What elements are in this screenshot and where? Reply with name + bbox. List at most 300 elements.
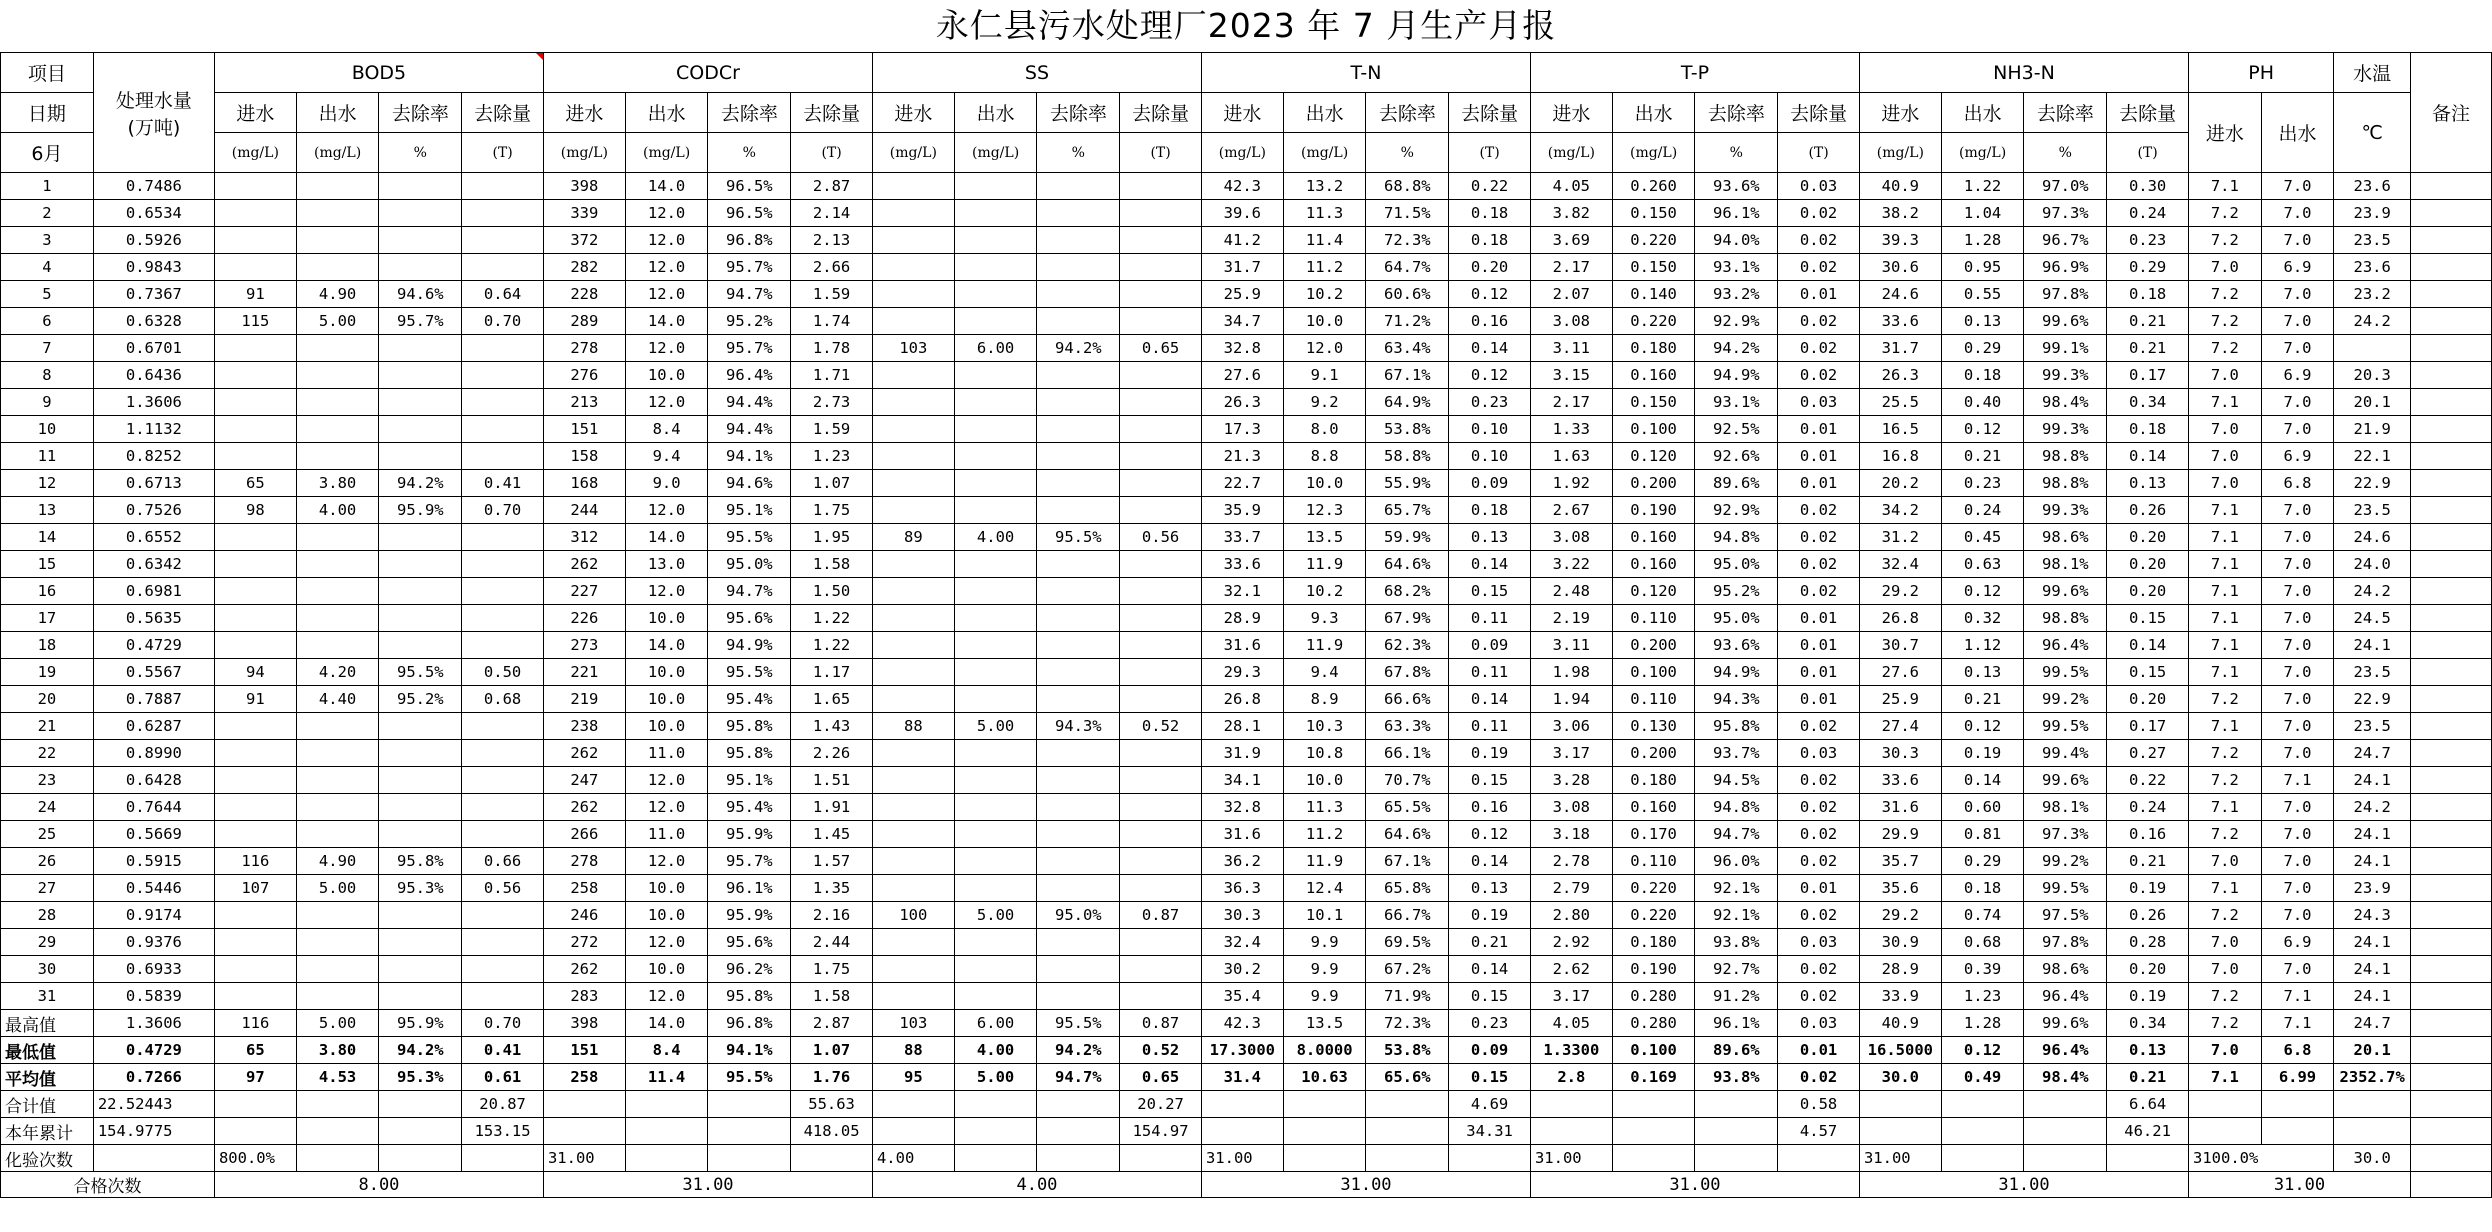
table-cell: 1.91 [791,794,873,821]
table-cell [379,605,462,632]
table-cell [872,200,954,227]
summary-flow: 154.9775 [93,1118,214,1145]
table-cell: 2.78 [1530,848,1612,875]
table-cell: 7.1 [2189,794,2262,821]
table-cell [1120,740,1202,767]
table-cell: 12.0 [625,929,708,956]
table-cell [954,794,1037,821]
table-cell: 94.3% [1037,713,1120,740]
table-cell [1941,1145,2024,1172]
table-cell [954,956,1037,983]
table-cell: 0.14 [1449,956,1531,983]
table-cell: 22.9 [2334,470,2411,497]
table-cell: 100 [872,902,954,929]
table-cell: 35.9 [1201,497,1283,524]
table-cell: 7.0 [2261,686,2334,713]
table-cell: 3.06 [1530,713,1612,740]
table-cell: 16.8 [1859,443,1941,470]
table-cell [296,1091,379,1118]
table-cell: 94.0% [1695,227,1778,254]
table-cell: 4.05 [1530,173,1612,200]
sub-header-label: 出水 [954,93,1037,133]
table-cell: 0.14 [2107,632,2189,659]
table-cell: 23.6 [2334,173,2411,200]
table-cell: 24.1 [2334,821,2411,848]
table-cell: 0.01 [1778,281,1860,308]
table-cell [296,767,379,794]
table-cell [1941,1118,2024,1145]
table-cell: 28.1 [1201,713,1283,740]
table-cell: 99.4% [2024,740,2107,767]
table-row [1,227,2492,254]
table-cell: 22.1 [2334,443,2411,470]
table-cell [214,1091,296,1118]
table-cell [1120,254,1202,281]
table-cell [1037,956,1120,983]
table-cell: 0.01 [1778,1037,1860,1064]
table-cell: 0.52 [1120,1037,1202,1064]
table-cell: 0.49 [1941,1064,2024,1091]
table-cell [543,1091,625,1118]
group-header-nh3n: NH3-N [1859,53,2188,93]
table-cell [2024,1145,2107,1172]
table-cell [296,389,379,416]
table-cell: 20.3 [2334,362,2411,389]
table-cell: 0.01 [1778,443,1860,470]
table-cell: 71.2% [1366,308,1449,335]
table-row [1,632,2492,659]
table-cell: 98.8% [2024,605,2107,632]
table-cell [214,173,296,200]
table-cell: 1.92 [1530,470,1612,497]
table-cell: 2.13 [791,227,873,254]
table-cell: 64.6% [1366,551,1449,578]
flow-header-label: 处理水量 [115,89,192,112]
table-cell: 33.6 [1859,767,1941,794]
summary-ph: 3100.0% [2189,1145,2334,1172]
table-cell: 0.15 [1449,767,1531,794]
table-cell [954,848,1037,875]
table-cell: 28 [1,902,94,929]
table-cell [1120,308,1202,335]
table-cell: 32.8 [1201,794,1283,821]
table-cell: 30 [1,956,94,983]
table-cell: 13.5 [1283,524,1366,551]
table-cell [872,497,954,524]
sub-header-unit: (mg/L) [543,133,625,173]
table-cell: 10.0 [625,956,708,983]
table-cell: 0.14 [1449,686,1531,713]
table-body [1,53,2492,1198]
table-cell: 62.3% [1366,632,1449,659]
table-cell [2411,794,2492,821]
table-cell: 12.0 [625,200,708,227]
table-cell: 1.57 [791,848,873,875]
table-cell: 98.4% [2024,1064,2107,1091]
table-cell [296,335,379,362]
table-cell: 0.17 [2107,713,2189,740]
table-cell: 66.7% [1366,902,1449,929]
table-cell: 7.0 [2189,929,2262,956]
table-cell [1120,1145,1202,1172]
table-cell: 94.2% [379,1037,462,1064]
table-cell: 0.8252 [93,443,214,470]
table-cell: 0.10 [1449,416,1531,443]
table-cell: 53.8% [1366,416,1449,443]
table-cell [296,200,379,227]
table-cell: 1.28 [1941,1010,2024,1037]
table-cell: 0.13 [2107,1037,2189,1064]
table-cell: 226 [543,605,625,632]
table-cell: 1.23 [1941,983,2024,1010]
table-cell: 1.28 [1941,227,2024,254]
table-cell: 11.0 [625,821,708,848]
table-cell: 91.2% [1695,983,1778,1010]
table-cell: 93.2% [1695,281,1778,308]
table-cell: 23.5 [2334,713,2411,740]
table-cell: 10.0 [1283,767,1366,794]
table-cell: 7.2 [2189,227,2262,254]
table-cell: 0.30 [2107,173,2189,200]
table-cell: 65.5% [1366,794,1449,821]
table-cell [1859,1118,1941,1145]
table-cell: 7.2 [2189,767,2262,794]
sub-header-unit: (mg/L) [1612,133,1695,173]
table-cell: 94.4% [708,416,791,443]
table-cell: 0.7887 [93,686,214,713]
table-cell: 0.02 [1778,848,1860,875]
table-cell: 95.7% [708,335,791,362]
table-cell: 2.62 [1530,956,1612,983]
table-cell [872,551,954,578]
table-cell: 0.9174 [93,902,214,929]
table-cell: 67.9% [1366,605,1449,632]
table-cell: 0.160 [1612,524,1695,551]
table-cell: 3.80 [296,1037,379,1064]
summary-tp: 31.00 [1530,1145,1612,1172]
table-cell [214,254,296,281]
table-cell: 34.7 [1201,308,1283,335]
table-cell: 95.8% [379,848,462,875]
summary-row-year [1,1118,2492,1145]
table-cell: 7.0 [2189,443,2262,470]
table-cell [1612,1118,1695,1145]
table-cell: 14.0 [625,173,708,200]
table-cell: 6.00 [954,1010,1037,1037]
table-cell [2189,1118,2262,1145]
table-cell [462,902,544,929]
table-cell: 12.0 [625,767,708,794]
table-cell: 1.63 [1530,443,1612,470]
table-cell: 91 [214,686,296,713]
table-cell [954,389,1037,416]
table-cell [872,821,954,848]
table-cell: 3.08 [1530,308,1612,335]
table-cell: 18 [1,632,94,659]
table-cell: 94 [214,659,296,686]
table-cell: 0.22 [1449,173,1531,200]
table-cell: 1.71 [791,362,873,389]
table-cell: 0.6701 [93,335,214,362]
table-cell [2411,443,2492,470]
table-cell: 0.6287 [93,713,214,740]
table-cell: 244 [543,497,625,524]
table-cell: 282 [543,254,625,281]
table-cell: 93.1% [1695,254,1778,281]
sub-header-unit: (T) [462,133,544,173]
table-cell: 13 [1,497,94,524]
table-cell: 0.7266 [93,1064,214,1091]
table-cell [296,1118,379,1145]
table-cell [379,740,462,767]
table-cell: 7.0 [2189,956,2262,983]
item-header: 项目 [1,53,94,93]
table-cell: 7.1 [2189,713,2262,740]
table-cell: 7.1 [2189,605,2262,632]
table-cell: 13.5 [1283,1010,1366,1037]
table-cell: 16.5 [1859,416,1941,443]
table-cell: 68.2% [1366,578,1449,605]
table-cell [214,227,296,254]
table-cell [1037,578,1120,605]
table-cell: 65.8% [1366,875,1449,902]
table-row [1,929,2492,956]
table-cell [214,740,296,767]
table-cell: 0.18 [1941,362,2024,389]
table-cell [1612,1091,1695,1118]
table-cell [2411,902,2492,929]
table-cell [2261,1118,2334,1145]
table-cell [1283,1118,1366,1145]
table-cell: 40.9 [1859,173,1941,200]
table-row [1,443,2492,470]
table-cell: 0.20 [1449,254,1531,281]
table-cell: 11 [1,443,94,470]
table-cell: 151 [543,416,625,443]
table-cell: 7.1 [2189,1064,2262,1091]
table-cell: 94.4% [708,389,791,416]
table-cell: 246 [543,902,625,929]
table-cell: 14 [1,524,94,551]
table-cell: 0.6428 [93,767,214,794]
table-cell: 30.3 [1859,740,1941,767]
table-cell: 24.6 [1859,281,1941,308]
table-cell: 0.20 [2107,524,2189,551]
table-cell: 262 [543,956,625,983]
table-cell: 3.82 [1530,200,1612,227]
table-cell: 99.2% [2024,686,2107,713]
table-cell [2411,254,2492,281]
table-cell: 0.12 [1449,821,1531,848]
table-cell: 0.19 [2107,875,2189,902]
table-cell [708,1145,791,1172]
table-cell: 7.2 [2189,740,2262,767]
table-cell [1120,767,1202,794]
table-cell [214,929,296,956]
table-cell: 0.220 [1612,227,1695,254]
temp-header: 水温 [2334,53,2411,93]
table-cell: 10.1 [1283,902,1366,929]
table-cell: 339 [543,200,625,227]
table-cell: 0.29 [2107,254,2189,281]
table-cell [462,632,544,659]
table-cell: 24.1 [2334,983,2411,1010]
table-cell: 0.180 [1612,335,1695,362]
table-row [1,308,2492,335]
table-cell: 0.220 [1612,308,1695,335]
table-cell: 7.0 [2261,632,2334,659]
table-cell: 97 [214,1064,296,1091]
table-cell: 94.6% [379,281,462,308]
table-cell: 23.9 [2334,875,2411,902]
table-cell: 67.8% [1366,659,1449,686]
table-cell [296,929,379,956]
table-cell: 31.9 [1201,740,1283,767]
table-cell: 0.19 [1941,740,2024,767]
table-cell: 1.22 [1941,173,2024,200]
table-cell: 0.34 [2107,389,2189,416]
table-cell [1037,416,1120,443]
table-cell [214,335,296,362]
table-cell: 0.26 [2107,902,2189,929]
table-cell [379,983,462,1010]
summary-bod: 20.87 [462,1091,544,1118]
table-cell: 0.28 [2107,929,2189,956]
table-cell [1120,281,1202,308]
table-cell: 0.18 [2107,281,2189,308]
table-cell [2411,767,2492,794]
table-cell: 0.19 [1449,902,1531,929]
sub-header-label: 去除率 [1037,93,1120,133]
table-cell [1120,686,1202,713]
table-cell [1037,740,1120,767]
summary-row-avg [1,1064,2492,1091]
table-cell [296,578,379,605]
table-cell: 60.6% [1366,281,1449,308]
table-cell: 2.14 [791,200,873,227]
table-cell: 12.0 [625,497,708,524]
table-cell: 0.4729 [93,1037,214,1064]
sub-header-unit: (mg/L) [1859,133,1941,173]
table-cell: 7.0 [2261,389,2334,416]
table-cell: 97.3% [2024,200,2107,227]
table-cell: 30.7 [1859,632,1941,659]
table-cell: 14.0 [625,1010,708,1037]
table-cell [1120,497,1202,524]
table-cell: 7.0 [2189,362,2262,389]
table-cell: 95.8% [1695,713,1778,740]
table-cell [2411,848,2492,875]
table-cell: 95.3% [379,1064,462,1091]
table-cell: 24.0 [2334,551,2411,578]
table-cell: 34.1 [1201,767,1283,794]
table-cell [214,362,296,389]
table-cell: 95.8% [708,713,791,740]
summary-cod: 55.63 [791,1091,873,1118]
table-cell: 31.7 [1201,254,1283,281]
sub-header-label: 去除量 [2107,93,2189,133]
table-cell: 63.3% [1366,713,1449,740]
table-cell: 0.21 [1941,443,2024,470]
table-cell: 91 [214,281,296,308]
table-cell: 0.21 [1449,929,1531,956]
table-cell [1695,1145,1778,1172]
table-cell: 7.0 [2189,416,2262,443]
table-cell: 65.6% [1366,1064,1449,1091]
table-cell: 96.9% [2024,254,2107,281]
table-cell: 7.2 [2189,335,2262,362]
table-cell: 0.220 [1612,902,1695,929]
table-cell: 92.7% [1695,956,1778,983]
table-cell: 0.64 [462,281,544,308]
table-cell: 6.9 [2261,443,2334,470]
table-cell: 94.8% [1695,524,1778,551]
table-cell: 95.7% [708,254,791,281]
table-cell: 0.22 [2107,767,2189,794]
table-cell: 273 [543,632,625,659]
table-cell [1037,1145,1120,1172]
table-cell: 0.6933 [93,956,214,983]
table-cell: 0.6534 [93,200,214,227]
table-cell: 11.0 [625,740,708,767]
table-cell: 99.6% [2024,767,2107,794]
table-cell: 7.1 [2189,389,2262,416]
table-cell [954,308,1037,335]
table-cell [1120,200,1202,227]
table-cell: 0.56 [462,875,544,902]
table-cell [2411,1091,2492,1118]
table-cell [1037,389,1120,416]
table-cell: 0.01 [1778,632,1860,659]
table-cell: 32.4 [1201,929,1283,956]
table-cell: 1.1132 [93,416,214,443]
table-cell: 41.2 [1201,227,1283,254]
table-cell: 2.80 [1530,902,1612,929]
table-cell: 0.02 [1778,956,1860,983]
table-cell [872,875,954,902]
table-cell [379,227,462,254]
table-row [1,578,2492,605]
table-cell: 7.0 [2261,227,2334,254]
table-cell: 0.02 [1778,983,1860,1010]
table-cell [214,794,296,821]
table-cell: 30.2 [1201,956,1283,983]
table-cell [2411,1118,2492,1145]
table-cell [2411,200,2492,227]
table-cell: 4.20 [296,659,379,686]
table-cell: 107 [214,875,296,902]
table-cell: 7.1 [2189,497,2262,524]
table-cell [1120,578,1202,605]
table-cell [379,335,462,362]
table-row [1,956,2492,983]
table-cell: 7.1 [2261,767,2334,794]
table-cell: 95.5% [1037,1010,1120,1037]
table-cell: 95.7% [379,308,462,335]
table-cell: 95.4% [708,794,791,821]
table-cell: 12.0 [625,848,708,875]
table-cell: 0.120 [1612,443,1695,470]
table-cell [462,578,544,605]
table-cell: 20.1 [2334,389,2411,416]
table-cell: 35.6 [1859,875,1941,902]
table-cell [872,443,954,470]
table-cell: 10.0 [625,362,708,389]
table-cell: 0.14 [2107,443,2189,470]
table-cell [1037,443,1120,470]
table-cell: 9.4 [1283,659,1366,686]
table-cell: 7.0 [2261,956,2334,983]
